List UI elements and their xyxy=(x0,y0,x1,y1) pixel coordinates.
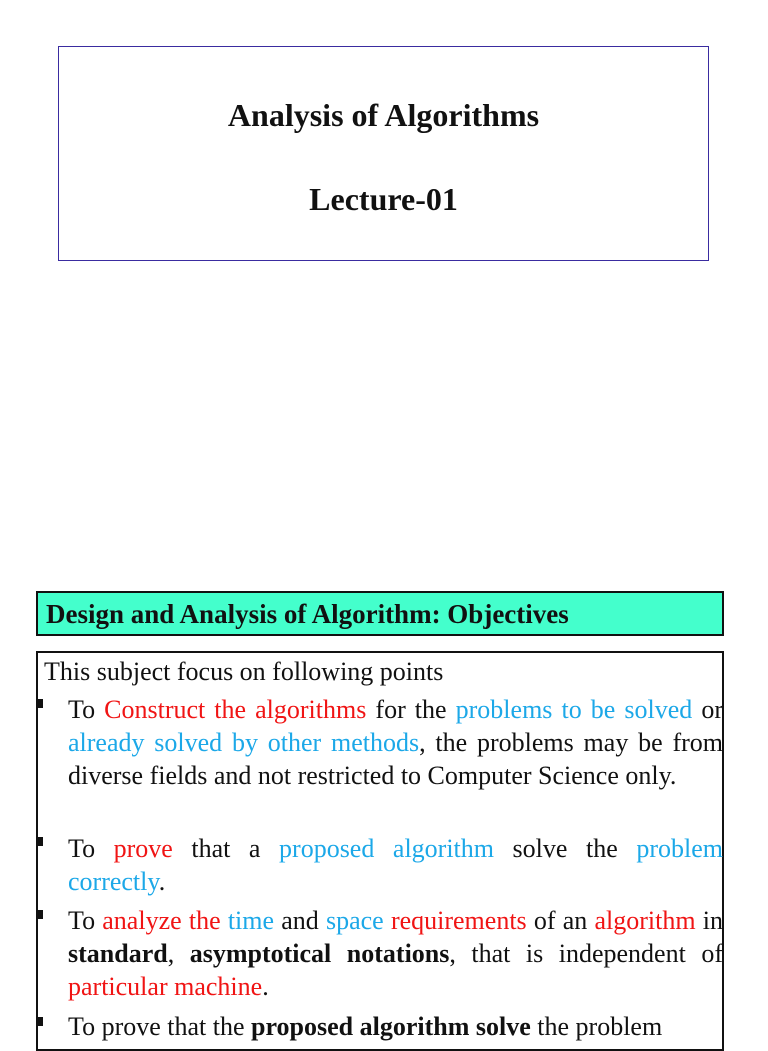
bullet-text-segment: proposed algorithm solve xyxy=(251,1012,531,1041)
bullet-text-segment: , that is independent of xyxy=(449,939,724,968)
objectives-intro: This subject focus on following points xyxy=(44,657,444,686)
bullet-text-segment: . xyxy=(158,867,166,896)
bullet-text-segment: solve the xyxy=(494,834,637,863)
bullet-text-segment: and xyxy=(274,906,326,935)
bullet-text-segment: space xyxy=(325,906,384,935)
objectives-header: Design and Analysis of Algorithm: Objectives xyxy=(36,591,724,636)
bullet-text-segment: time xyxy=(227,906,275,935)
bullet-text-segment: To prove that the xyxy=(68,1012,252,1041)
bullet-text-segment: the problem xyxy=(530,1012,663,1041)
bullet-marker xyxy=(38,699,43,708)
bullet-text-segment: To xyxy=(68,695,105,724)
bullet-item xyxy=(68,1010,723,1043)
title-slide xyxy=(58,46,709,261)
bullet-text-segment: . xyxy=(262,972,269,1001)
bullet-text-segment: asymptotical notations xyxy=(189,939,450,968)
bullet-text-segment: of an xyxy=(526,906,595,935)
bullet-text-segment: To xyxy=(68,906,103,935)
bullet-text-segment: problems to be solved xyxy=(455,695,693,724)
bullet-marker xyxy=(38,910,43,919)
bullet-text-segment: that a xyxy=(172,834,280,863)
bullet-text-segment: for the xyxy=(366,695,456,724)
bullet-text-segment: , xyxy=(167,939,190,968)
bullet-text-segment xyxy=(221,906,228,935)
bullet-text-segment: proposed algorithm xyxy=(279,834,494,863)
bullet-text-segment: standard xyxy=(68,939,168,968)
objectives-content xyxy=(36,651,724,1051)
bullet-text-segment xyxy=(384,906,391,935)
bullet-marker xyxy=(38,837,43,846)
bullet-text-segment: Construct the algorithms xyxy=(104,695,367,724)
bullet-item xyxy=(68,693,723,792)
bullet-text-segment: or xyxy=(692,695,723,724)
slide-title: Analysis of Algorithms xyxy=(227,97,540,133)
bullet-item xyxy=(68,832,723,898)
bullet-text-segment: analyze the xyxy=(102,906,221,935)
slide-subtitle: Lecture-01 xyxy=(309,181,458,217)
bullet-marker xyxy=(38,1017,43,1026)
bullet-item xyxy=(68,904,723,1003)
bullet-text-segment: problem correctly xyxy=(68,834,723,896)
bullet-text-segment: particular machine xyxy=(68,972,263,1001)
bullet-text-segment: algorithm xyxy=(594,906,696,935)
bullet-text-segment: To xyxy=(68,834,114,863)
bullet-text-segment: requirements xyxy=(390,906,527,935)
bullet-text-segment: in xyxy=(695,906,723,935)
bullet-text-segment: , the problems may be from diverse fields and not restricted to Computer Science only. xyxy=(68,728,723,790)
bullet-text-segment: already solved by other methods xyxy=(68,728,420,757)
bullet-text-segment: prove xyxy=(113,834,173,863)
